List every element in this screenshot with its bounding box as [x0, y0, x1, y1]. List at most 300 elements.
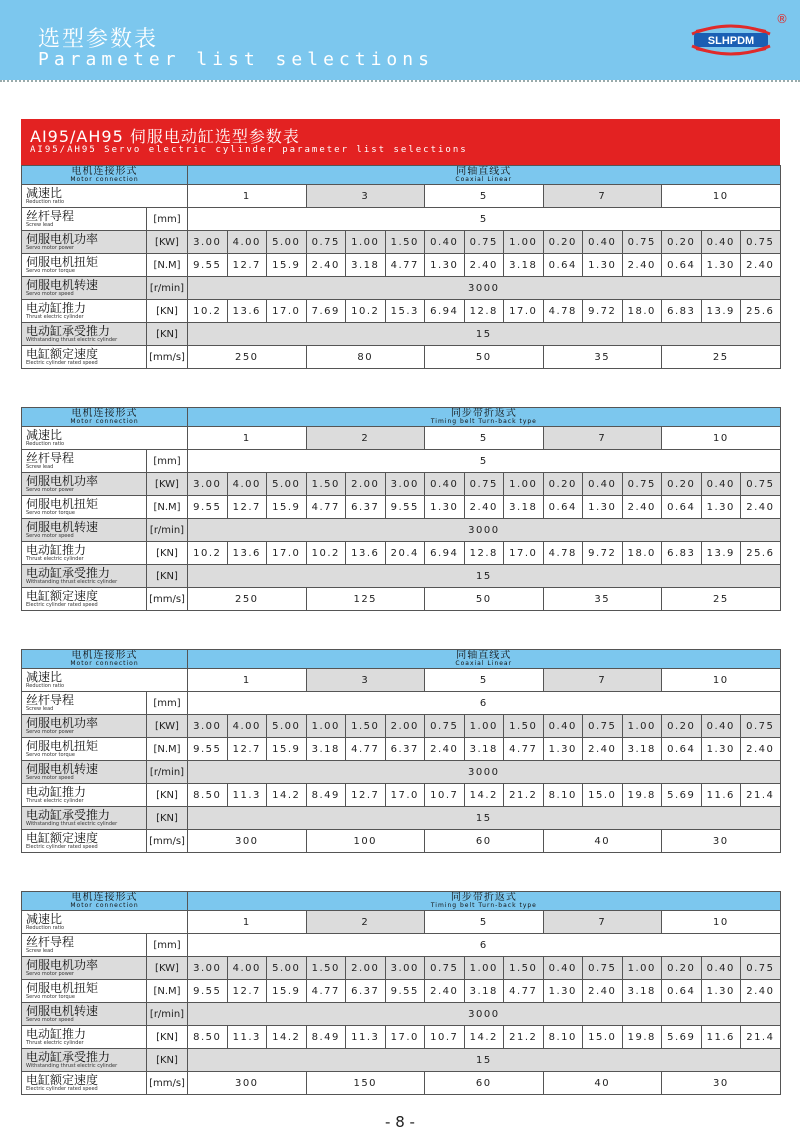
table-row: [22, 300, 781, 323]
label-cn: 丝杆导程: [26, 451, 75, 465]
rated-speed-cell: 300: [188, 1072, 307, 1095]
type-cn: 同步带折返式: [450, 892, 517, 903]
value-cell: 6.37: [385, 738, 425, 761]
value-cell: 13.6: [227, 542, 267, 565]
row-label: [22, 1003, 147, 1026]
logo-text: SLHPDM: [707, 35, 755, 47]
unit-cell: [r/min]: [147, 761, 188, 784]
value-cell: 15.9: [267, 980, 307, 1003]
rated-speed-cell: 40: [543, 1072, 662, 1095]
label-en: Electric cylinder rated speed: [26, 1086, 98, 1092]
rated-speed-cell: 250: [188, 346, 307, 369]
table-row: [22, 473, 781, 496]
table-row: [22, 208, 781, 231]
value-cell: 3000: [188, 519, 781, 542]
value-cell: 4.00: [227, 715, 267, 738]
value-cell: 3.18: [622, 980, 662, 1003]
value-cell: 0.75: [464, 473, 504, 496]
value-cell: 1.30: [583, 254, 623, 277]
label-en: Reduction ratio: [26, 441, 65, 447]
value-cell: 0.64: [662, 738, 702, 761]
value-cell: 0.40: [425, 473, 465, 496]
value-cell: 3.18: [504, 254, 544, 277]
label-cn: 伺服电机功率: [26, 474, 99, 488]
table-row: [22, 346, 781, 369]
row-label: [22, 519, 147, 542]
value-cell: 2.40: [583, 738, 623, 761]
value-cell: 17.0: [385, 784, 425, 807]
value-cell: 13.6: [227, 300, 267, 323]
unit-cell: [mm/s]: [147, 830, 188, 853]
unit-cell: [N.M]: [147, 980, 188, 1003]
value-cell: 3.18: [306, 738, 346, 761]
value-cell: 12.7: [227, 980, 267, 1003]
value-cell: 12.7: [227, 738, 267, 761]
rated-speed-cell: 60: [425, 1072, 544, 1095]
logo-icon: [688, 20, 774, 60]
label-cn: 伺服电机功率: [26, 716, 99, 730]
value-cell: 10.2: [306, 542, 346, 565]
row-label: [22, 911, 188, 934]
value-cell: 11.6: [701, 1026, 741, 1049]
row-label: [22, 761, 147, 784]
label-en: Screw lead: [26, 948, 54, 954]
value-cell: 13.9: [701, 300, 741, 323]
value-cell: 3.00: [188, 231, 228, 254]
value-cell: 0.20: [543, 231, 583, 254]
value-cell: 3.18: [504, 496, 544, 519]
value-cell: 3.18: [622, 738, 662, 761]
value-cell: 9.55: [188, 980, 228, 1003]
label-cn: 减速比: [26, 670, 63, 684]
value-cell: 17.0: [504, 300, 544, 323]
value-cell: 5: [188, 450, 781, 473]
label-en: Thrust electric cylinder: [26, 314, 84, 320]
value-cell: 15: [188, 807, 781, 830]
label-en: Servo motor speed: [26, 291, 74, 297]
ratio-cell: 10: [662, 911, 781, 934]
value-cell: 1.00: [464, 715, 504, 738]
label-cn: 伺服电机转速: [26, 762, 99, 776]
row-label: [22, 934, 147, 957]
type-cn: 同轴直线式: [456, 650, 512, 661]
value-cell: 0.75: [464, 231, 504, 254]
value-cell: 0.20: [662, 715, 702, 738]
label-cn: 减速比: [26, 912, 63, 926]
label-cn: 电动缸承受推力: [26, 566, 111, 580]
label-en: Electric cylinder rated speed: [26, 360, 98, 366]
label-en: Thrust electric cylinder: [26, 556, 84, 562]
value-cell: 0.75: [622, 231, 662, 254]
table-row: [22, 911, 781, 934]
header-cn: 电机连接形式: [71, 892, 138, 903]
value-cell: 4.00: [227, 957, 267, 980]
value-cell: 6.94: [425, 542, 465, 565]
unit-cell: [KW]: [147, 715, 188, 738]
value-cell: 3000: [188, 761, 781, 784]
value-cell: 8.49: [306, 784, 346, 807]
value-cell: 8.50: [188, 784, 228, 807]
value-cell: 1.00: [504, 231, 544, 254]
value-cell: 0.75: [622, 473, 662, 496]
banner-title-cn: AI95/AH95 伺服电动缸选型参数表: [30, 127, 300, 146]
value-cell: 14.2: [267, 1026, 307, 1049]
table-row: [22, 738, 781, 761]
label-cn: 电动缸承受推力: [26, 324, 111, 338]
table-row: [22, 980, 781, 1003]
row-label: [22, 784, 147, 807]
value-cell: 12.7: [346, 784, 386, 807]
ratio-cell: 7: [543, 911, 662, 934]
label-cn: 电动缸承受推力: [26, 1050, 111, 1064]
table-row: [22, 715, 781, 738]
unit-cell: [KW]: [147, 231, 188, 254]
value-cell: 2.40: [306, 254, 346, 277]
value-cell: 0.75: [425, 715, 465, 738]
value-cell: 5.00: [267, 715, 307, 738]
header-cn: 电机连接形式: [71, 408, 138, 419]
value-cell: 0.75: [583, 715, 623, 738]
value-cell: 2.40: [741, 738, 781, 761]
label-cn: 电动缸推力: [26, 301, 87, 315]
value-cell: 0.64: [543, 254, 583, 277]
value-cell: 4.77: [385, 254, 425, 277]
label-cn: 丝杆导程: [26, 209, 75, 223]
row-label: [22, 473, 147, 496]
ratio-cell: 7: [543, 427, 662, 450]
rated-speed-cell: 60: [425, 830, 544, 853]
row-label: [22, 323, 147, 346]
value-cell: 0.20: [662, 957, 702, 980]
header-cn: 电机连接形式: [71, 650, 138, 661]
ratio-cell: 10: [662, 185, 781, 208]
table-header-row: [22, 892, 781, 911]
value-cell: 9.55: [385, 496, 425, 519]
row-label: [22, 957, 147, 980]
value-cell: 9.55: [188, 738, 228, 761]
label-en: Servo motor speed: [26, 775, 74, 781]
value-cell: 4.77: [306, 496, 346, 519]
value-cell: 1.30: [701, 980, 741, 1003]
value-cell: 25.6: [741, 542, 781, 565]
type-cn: 同轴直线式: [456, 166, 512, 177]
value-cell: 25.6: [741, 300, 781, 323]
label-en: Electric cylinder rated speed: [26, 602, 98, 608]
unit-cell: [mm]: [147, 450, 188, 473]
label-cn: 伺服电机转速: [26, 1004, 99, 1018]
value-cell: 8.49: [306, 1026, 346, 1049]
value-cell: 9.72: [583, 300, 623, 323]
value-cell: 2.00: [385, 715, 425, 738]
ratio-cell: 5: [425, 427, 544, 450]
value-cell: 14.2: [464, 784, 504, 807]
rated-speed-cell: 30: [662, 1072, 781, 1095]
rated-speed-cell: 25: [662, 588, 781, 611]
value-cell: 0.64: [662, 254, 702, 277]
table-row: [22, 1072, 781, 1095]
label-cn: 电缸额定速度: [26, 831, 99, 845]
value-cell: 11.3: [227, 784, 267, 807]
label-en: Servo motor power: [26, 245, 74, 251]
table-row: [22, 450, 781, 473]
row-label: [22, 1026, 147, 1049]
label-cn: 电缸额定速度: [26, 347, 99, 361]
value-cell: 2.40: [622, 254, 662, 277]
table-row: [22, 830, 781, 853]
value-cell: 5.69: [662, 1026, 702, 1049]
value-cell: 9.55: [188, 496, 228, 519]
rated-speed-cell: 35: [543, 346, 662, 369]
value-cell: 0.75: [583, 957, 623, 980]
unit-cell: [KN]: [147, 300, 188, 323]
table-row: [22, 1003, 781, 1026]
row-label: [22, 185, 188, 208]
value-cell: 10.2: [188, 542, 228, 565]
rated-speed-cell: 50: [425, 588, 544, 611]
value-cell: 1.50: [306, 957, 346, 980]
row-label: [22, 208, 147, 231]
page-title-en: Parameter list selections: [38, 49, 434, 70]
table-row: [22, 542, 781, 565]
value-cell: 2.40: [741, 980, 781, 1003]
value-cell: 2.40: [425, 738, 465, 761]
ratio-cell: 5: [425, 185, 544, 208]
table-row: [22, 427, 781, 450]
unit-cell: [mm]: [147, 692, 188, 715]
rated-speed-cell: 300: [188, 830, 307, 853]
unit-cell: [r/min]: [147, 1003, 188, 1026]
value-cell: 15: [188, 323, 781, 346]
ratio-cell: 5: [425, 669, 544, 692]
motor-connection-header: [22, 650, 188, 669]
type-en: Coaxial Linear: [455, 176, 513, 183]
connection-type-header: [188, 650, 781, 669]
value-cell: 1.30: [701, 738, 741, 761]
value-cell: 0.40: [543, 957, 583, 980]
value-cell: 15: [188, 1049, 781, 1072]
banner-title-en: AI95/AH95 Servo electric cylinder parameter list selections: [30, 145, 468, 155]
ratio-cell: 3: [306, 185, 425, 208]
value-cell: 1.50: [385, 231, 425, 254]
connection-type-header: [188, 166, 781, 185]
value-cell: 1.50: [504, 957, 544, 980]
table-row: [22, 761, 781, 784]
row-label: [22, 300, 147, 323]
table-row: [22, 934, 781, 957]
value-cell: 2.40: [425, 980, 465, 1003]
value-cell: 0.40: [583, 473, 623, 496]
table-row: [22, 254, 781, 277]
value-cell: 10.2: [188, 300, 228, 323]
ratio-cell: 1: [188, 185, 307, 208]
value-cell: 0.64: [662, 980, 702, 1003]
value-cell: 15.0: [583, 1026, 623, 1049]
value-cell: 0.40: [425, 231, 465, 254]
value-cell: 4.78: [543, 542, 583, 565]
unit-cell: [KN]: [147, 323, 188, 346]
row-label: [22, 715, 147, 738]
table-row: [22, 496, 781, 519]
value-cell: 2.40: [464, 254, 504, 277]
label-en: Electric cylinder rated speed: [26, 844, 98, 850]
value-cell: 4.78: [543, 300, 583, 323]
label-cn: 减速比: [26, 186, 63, 200]
label-en: Servo motor torque: [26, 510, 75, 516]
value-cell: 19.8: [622, 1026, 662, 1049]
value-cell: 0.75: [741, 957, 781, 980]
rated-speed-cell: 80: [306, 346, 425, 369]
motor-connection-header: [22, 892, 188, 911]
table-row: [22, 323, 781, 346]
value-cell: 6.94: [425, 300, 465, 323]
label-en: Screw lead: [26, 706, 54, 712]
table-row: [22, 565, 781, 588]
value-cell: 1.50: [306, 473, 346, 496]
unit-cell: [KN]: [147, 1026, 188, 1049]
table-row: [22, 1049, 781, 1072]
parameter-table: [21, 165, 781, 369]
row-label: [22, 807, 147, 830]
parameter-table: [21, 891, 781, 1095]
value-cell: 0.75: [306, 231, 346, 254]
row-label: [22, 692, 147, 715]
value-cell: 0.20: [662, 473, 702, 496]
table-row: [22, 807, 781, 830]
value-cell: 1.30: [583, 496, 623, 519]
label-en: Reduction ratio: [26, 683, 65, 689]
label-en: Servo motor torque: [26, 752, 75, 758]
label-en: Screw lead: [26, 464, 54, 470]
table-header-row: [22, 650, 781, 669]
label-cn: 丝杆导程: [26, 935, 75, 949]
value-cell: 14.2: [464, 1026, 504, 1049]
value-cell: 8.10: [543, 1026, 583, 1049]
table-header-row: [22, 166, 781, 185]
value-cell: 2.40: [741, 496, 781, 519]
row-label: [22, 427, 188, 450]
row-label: [22, 1049, 147, 1072]
header-en: Motor connection: [70, 176, 139, 183]
row-label: [22, 830, 147, 853]
table-row: [22, 519, 781, 542]
row-label: [22, 542, 147, 565]
unit-cell: [KN]: [147, 807, 188, 830]
value-cell: 5.69: [662, 784, 702, 807]
value-cell: 2.00: [346, 473, 386, 496]
value-cell: 12.8: [464, 300, 504, 323]
value-cell: 3.00: [188, 715, 228, 738]
value-cell: 4.77: [504, 980, 544, 1003]
value-cell: 18.0: [622, 300, 662, 323]
table-row: [22, 185, 781, 208]
section-banner: [21, 119, 780, 165]
brand-logo: [688, 12, 788, 60]
value-cell: 2.40: [464, 496, 504, 519]
value-cell: 9.55: [385, 980, 425, 1003]
value-cell: 17.0: [267, 542, 307, 565]
value-cell: 2.00: [346, 957, 386, 980]
page-number: - 8 -: [385, 1113, 415, 1131]
value-cell: 3.18: [464, 738, 504, 761]
row-label: [22, 980, 147, 1003]
header-cn: 电机连接形式: [71, 166, 138, 177]
unit-cell: [KN]: [147, 542, 188, 565]
ratio-cell: 2: [306, 911, 425, 934]
value-cell: 1.00: [504, 473, 544, 496]
value-cell: 0.40: [701, 231, 741, 254]
unit-cell: [r/min]: [147, 277, 188, 300]
value-cell: 17.0: [504, 542, 544, 565]
value-cell: 0.40: [701, 715, 741, 738]
value-cell: 11.3: [227, 1026, 267, 1049]
value-cell: 0.40: [701, 957, 741, 980]
value-cell: 3.00: [385, 957, 425, 980]
table-header-row: [22, 408, 781, 427]
value-cell: 1.30: [543, 980, 583, 1003]
rated-speed-cell: 30: [662, 830, 781, 853]
value-cell: 9.72: [583, 542, 623, 565]
ratio-cell: 10: [662, 669, 781, 692]
value-cell: 0.40: [543, 715, 583, 738]
unit-cell: [KN]: [147, 784, 188, 807]
ratio-cell: 3: [306, 669, 425, 692]
label-en: Servo motor power: [26, 487, 74, 493]
value-cell: 12.8: [464, 542, 504, 565]
value-cell: 9.55: [188, 254, 228, 277]
value-cell: 4.77: [346, 738, 386, 761]
value-cell: 0.40: [701, 473, 741, 496]
ratio-cell: 7: [543, 669, 662, 692]
ratio-cell: 1: [188, 669, 307, 692]
unit-cell: [mm]: [147, 208, 188, 231]
table-row: [22, 784, 781, 807]
ratio-cell: 5: [425, 911, 544, 934]
value-cell: 0.40: [583, 231, 623, 254]
label-en: Servo motor speed: [26, 533, 74, 539]
value-cell: 15: [188, 565, 781, 588]
label-en: Servo motor torque: [26, 994, 75, 1000]
ratio-cell: 2: [306, 427, 425, 450]
value-cell: 17.0: [267, 300, 307, 323]
table-row: [22, 588, 781, 611]
value-cell: 15.9: [267, 254, 307, 277]
row-label: [22, 588, 147, 611]
header-divider: [0, 80, 800, 82]
ratio-cell: 7: [543, 185, 662, 208]
header-en: Motor connection: [70, 902, 139, 909]
value-cell: 18.0: [622, 542, 662, 565]
value-cell: 0.20: [662, 231, 702, 254]
value-cell: 1.00: [464, 957, 504, 980]
value-cell: 21.4: [741, 784, 781, 807]
value-cell: 1.30: [543, 738, 583, 761]
value-cell: 1.00: [346, 231, 386, 254]
label-cn: 丝杆导程: [26, 693, 75, 707]
value-cell: 15.9: [267, 738, 307, 761]
value-cell: 5.00: [267, 473, 307, 496]
value-cell: 3000: [188, 1003, 781, 1026]
label-en: Withstanding thrust electric cylinder: [26, 579, 118, 585]
value-cell: 20.4: [385, 542, 425, 565]
value-cell: 8.50: [188, 1026, 228, 1049]
header-en: Motor connection: [70, 418, 139, 425]
rated-speed-cell: 25: [662, 346, 781, 369]
type-cn: 同步带折返式: [450, 408, 517, 419]
connection-type-header: [188, 892, 781, 911]
row-label: [22, 254, 147, 277]
value-cell: 21.4: [741, 1026, 781, 1049]
type-en: Timing belt Turn-back type: [430, 902, 537, 909]
